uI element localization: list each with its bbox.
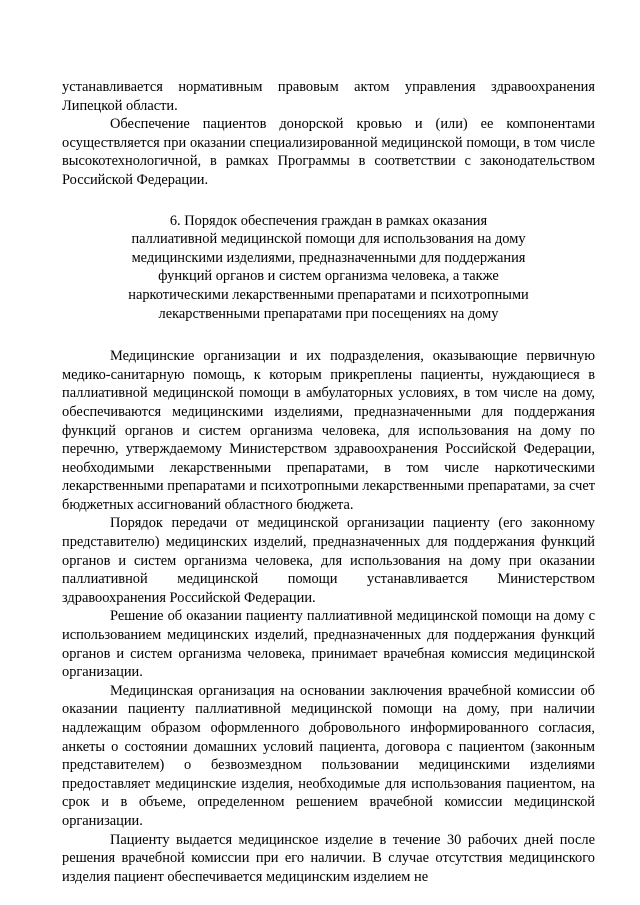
document-page [62,78,595,886]
body-paragraph-provision: Медицинская организация на основании заключения врачебной комиссии об оказании пациенту паллиативной медицинской помощи на дому, при наличии надлежащим образом оформленного добровольного информированного согласия, анкеты о состоянии домашних условий пациента, договора с пациентом (законным представителем) о безвозмездном пользовании медицинскими изделиями предоставляет медицинские изделия, необходимые для использования пациентом, на срок и в объеме, определенном решением врачебной комиссии медицинской организации. [62,682,595,829]
body-paragraph-transfer-procedure: Порядок передачи от медицинской организации пациенту (его законному представителю) медицинских изделий, предназначенных для поддержания функций органов и систем организма человека, для использования на дому при оказании паллиативной медицинской помощи устанавливается Министерством здравоохранения Российской Федерации. [62,515,595,606]
section-heading-line: лекарственными препаратами при посещениях на дому [158,305,499,322]
intro-paragraph-continuation: устанавливается нормативным правовым актом управления здравоохранения Липецкой области. [62,79,595,114]
section-heading-line: наркотическими лекарственными препаратами и психотропными [128,286,529,303]
section-heading [109,212,549,324]
section-heading-line: медицинскими изделиями, предназначенными для поддержания [131,249,526,266]
body-paragraph-medical-organizations: Медицинские организации и их подразделения, оказывающие первичную медико-санитарную помощь, к которым прикреплены пациенты, нуждающиеся в паллиативной медицинской помощи в амбулаторных условиях, в том числе на дому, обеспечиваются медицинскими изделиями, предназначенными для поддержания функций органов и систем организма человека, для использования на дому по перечню, утверждаемому Министерством здравоохранения Российской Федерации, необходимыми лекарственными препаратами, в том числе наркотическими лекарственными препаратами и психотропными лекарственными препаратами, за счет бюджетных ассигнований областного бюджета. [62,348,595,513]
intro-paragraph-blood-supply: Обеспечение пациентов донорской кровью и (или) ее компонентами осуществляется при оказании специализированной медицинской помощи, в том числе высокотехнологичной, в рамках Программы в соответствии с законодательством Российской Федерации. [62,116,595,188]
body-paragraph-decision: Решение об оказании пациенту паллиативной медицинской помощи на дому с использованием медицинских изделий, предназначенных для поддержания функций органов и систем организма человека, принимает врачебная комиссия медицинской организации. [62,608,595,681]
body-paragraph-issuance: Пациенту выдается медицинское изделие в течение 30 рабочих дней после решения врачебной комиссии при его наличии. В случае отсутствия медицинского изделия пациент обеспечивается медицинским изделием не [62,831,595,885]
section-heading-line: паллиативной медицинской помощи для использования на дому [131,231,526,248]
section-heading-line: функций органов и систем организма человека, а также [158,268,499,285]
section-heading-line: 6. Порядок обеспечения граждан в рамках оказания [169,212,488,229]
